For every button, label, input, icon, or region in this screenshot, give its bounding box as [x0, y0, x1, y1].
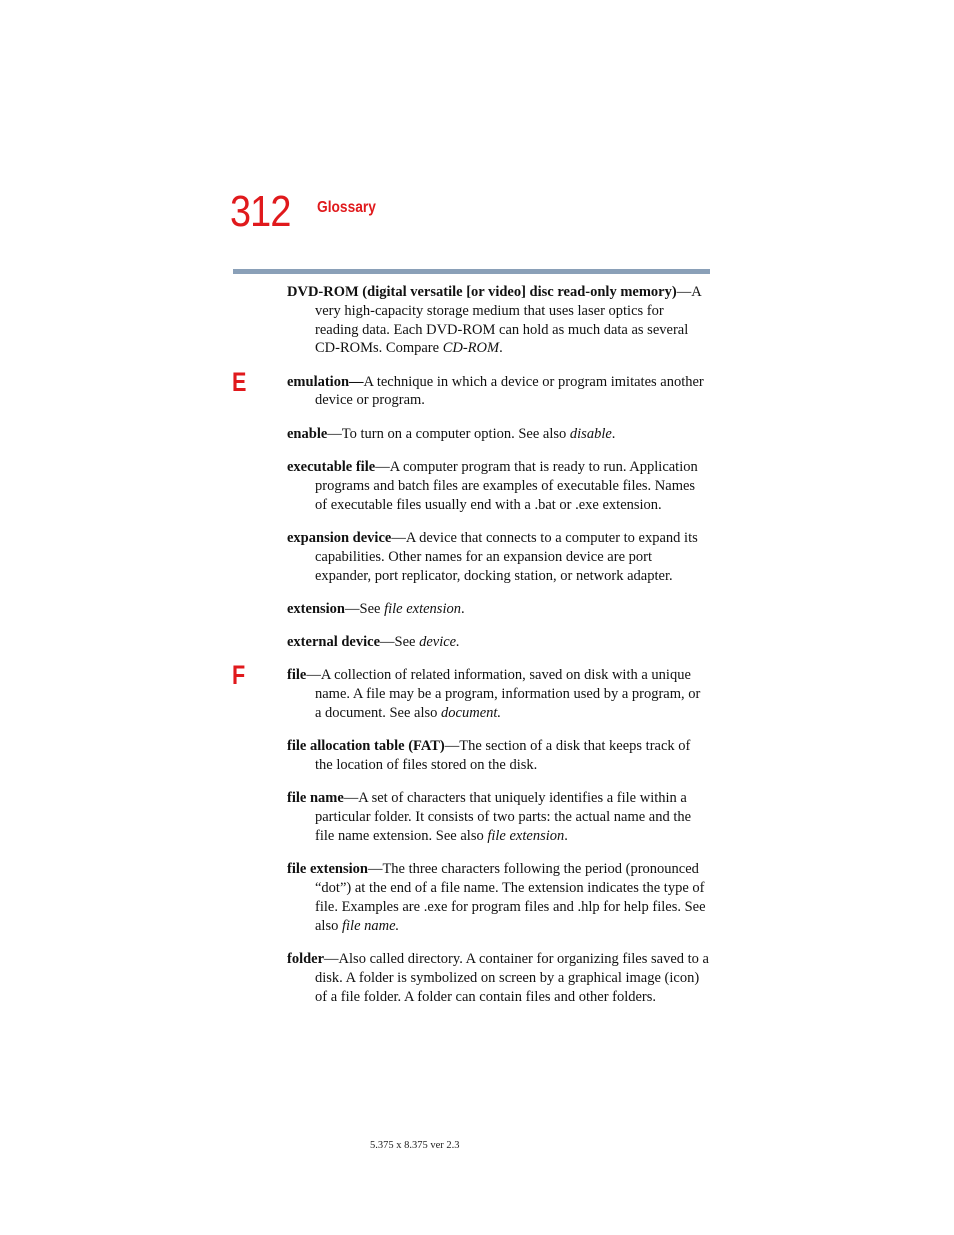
glossary-entry: folder—Also called directory. A container for organizing files saved to a disk. A folder is symbolized on screen by a graphical image (icon) of a file folder. A folder can contain files and other folders.: [287, 951, 709, 1005]
glossary-definition: The section of a disk that keeps track of the location of files stored on the disk.: [315, 738, 691, 774]
cross-reference: device.: [419, 634, 460, 651]
glossary-term: extension: [287, 600, 345, 617]
section-title: Glossary: [317, 199, 376, 216]
glossary-term: folder: [287, 951, 325, 968]
cross-reference: file name.: [341, 917, 400, 934]
glossary-term: DVD-ROM (digital versatile [or video] disc read-only memory): [287, 284, 677, 300]
cross-reference: CD-ROM: [442, 340, 500, 357]
glossary-entry: DVD-ROM (digital versatile [or video] disc read-only memory)—A very high-capacity storage medium that uses laser optics for reading data. Each DVD-ROM can hold as much data as several CD-ROMs. Compare CD-ROM.: [287, 284, 701, 357]
page-number: 312: [230, 187, 291, 236]
footer-version: 5.375 x 8.375 ver 2.3: [370, 1140, 460, 1151]
header-rule: [233, 269, 710, 274]
glossary-definition: The three characters following the period (pronounced “dot”) at the end of a file name. The extension indicates the type of file. Examples are .exe for program files and .hlp for help files. See also: [315, 861, 706, 934]
glossary-entry: [232, 366, 709, 411]
glossary-term: external device: [287, 634, 381, 651]
glossary-definition: A technique in which a device or program imitates another device or program.: [315, 373, 704, 409]
glossary-definition: To turn on a computer option. See also: [341, 425, 570, 442]
glossary-entry: file extension—The three characters following the period (pronounced “dot”) at the end of a file name. The extension indicates the type of file. Examples are .exe for program files and .hlp for help files. See also file name.: [287, 861, 706, 934]
glossary-entry: executable file—A computer program that is ready to run. Application programs and batch files are examples of executable files. Names of executable files usually end with a .bat or .exe extension.: [287, 459, 698, 513]
glossary-term: executable file: [287, 459, 376, 476]
glossary-definition: A computer program that is ready to run. Application programs and batch files are examples of executable files. Names of executable files usually end with a .bat or .exe extension.: [315, 459, 698, 513]
cross-reference: disable: [569, 425, 612, 442]
glossary-entry: extension—See file extension.: [287, 600, 465, 617]
glossary-definition: See: [359, 600, 385, 617]
cross-reference: file extension: [487, 828, 565, 845]
cross-reference: document.: [441, 705, 502, 722]
glossary-entry: file name—A set of characters that uniquely identifies a file within a particular folder. It consists of two parts: the actual name and the file name extension. See also file extension.: [287, 790, 692, 845]
glossary-term: file extension: [287, 861, 368, 878]
glossary-term: expansion device: [287, 529, 392, 546]
cross-reference: file extension: [384, 600, 461, 617]
glossary-entry: file allocation table (FAT)—The section of a disk that keeps track of the location of files stored on the disk.: [287, 738, 691, 774]
glossary-definition: Also called directory. A container for organizing files saved to a disk. A folder is symbolized on screen by a graphical image (icon) of a file folder. A folder can contain files and other folders.: [315, 951, 709, 1005]
glossary-term: emulation—: [287, 373, 364, 390]
section-letter-e: E: [232, 366, 247, 397]
glossary-entry: F file—A collection of related information, saved on disk with a unique name. A file may be a program, information used by a program, or a document. See also document.: [232, 660, 701, 722]
glossary-definition: A very high-capacity storage medium that uses laser optics for reading data. Each DVD-ROM can hold as much data as several CD-ROMs. Compare: [315, 284, 701, 357]
glossary-definition: A collection of related information, saved on disk with a unique name. A file may be a program, information used by a program, or a document. See also: [315, 667, 701, 722]
glossary-term: enable: [287, 425, 328, 442]
glossary-definition: A set of characters that uniquely identifies a file within a particular folder. It consists of two parts: the actual name and the file name extension. See also: [315, 790, 692, 845]
glossary-definition: See: [394, 634, 420, 651]
glossary-term: file allocation table (FAT): [287, 738, 445, 755]
glossary-entries: [232, 283, 709, 1016]
glossary-term: file name: [287, 790, 344, 807]
glossary-entry: external device—See device.: [287, 634, 460, 651]
glossary-entry: expansion device—A device that connects to a computer to expand its capabilities. Other names for an expansion device are port expander, port replicator, docking station, or network adapter.: [287, 529, 698, 584]
glossary-entry: enable—To turn on a computer option. See also disable.: [287, 425, 616, 442]
section-letter-f: F: [232, 660, 246, 691]
glossary-term: file: [287, 667, 307, 684]
glossary-definition: A device that connects to a computer to expand its capabilities. Other names for an expansion device are port expander, port replicator, docking station, or network adapter.: [315, 529, 698, 584]
